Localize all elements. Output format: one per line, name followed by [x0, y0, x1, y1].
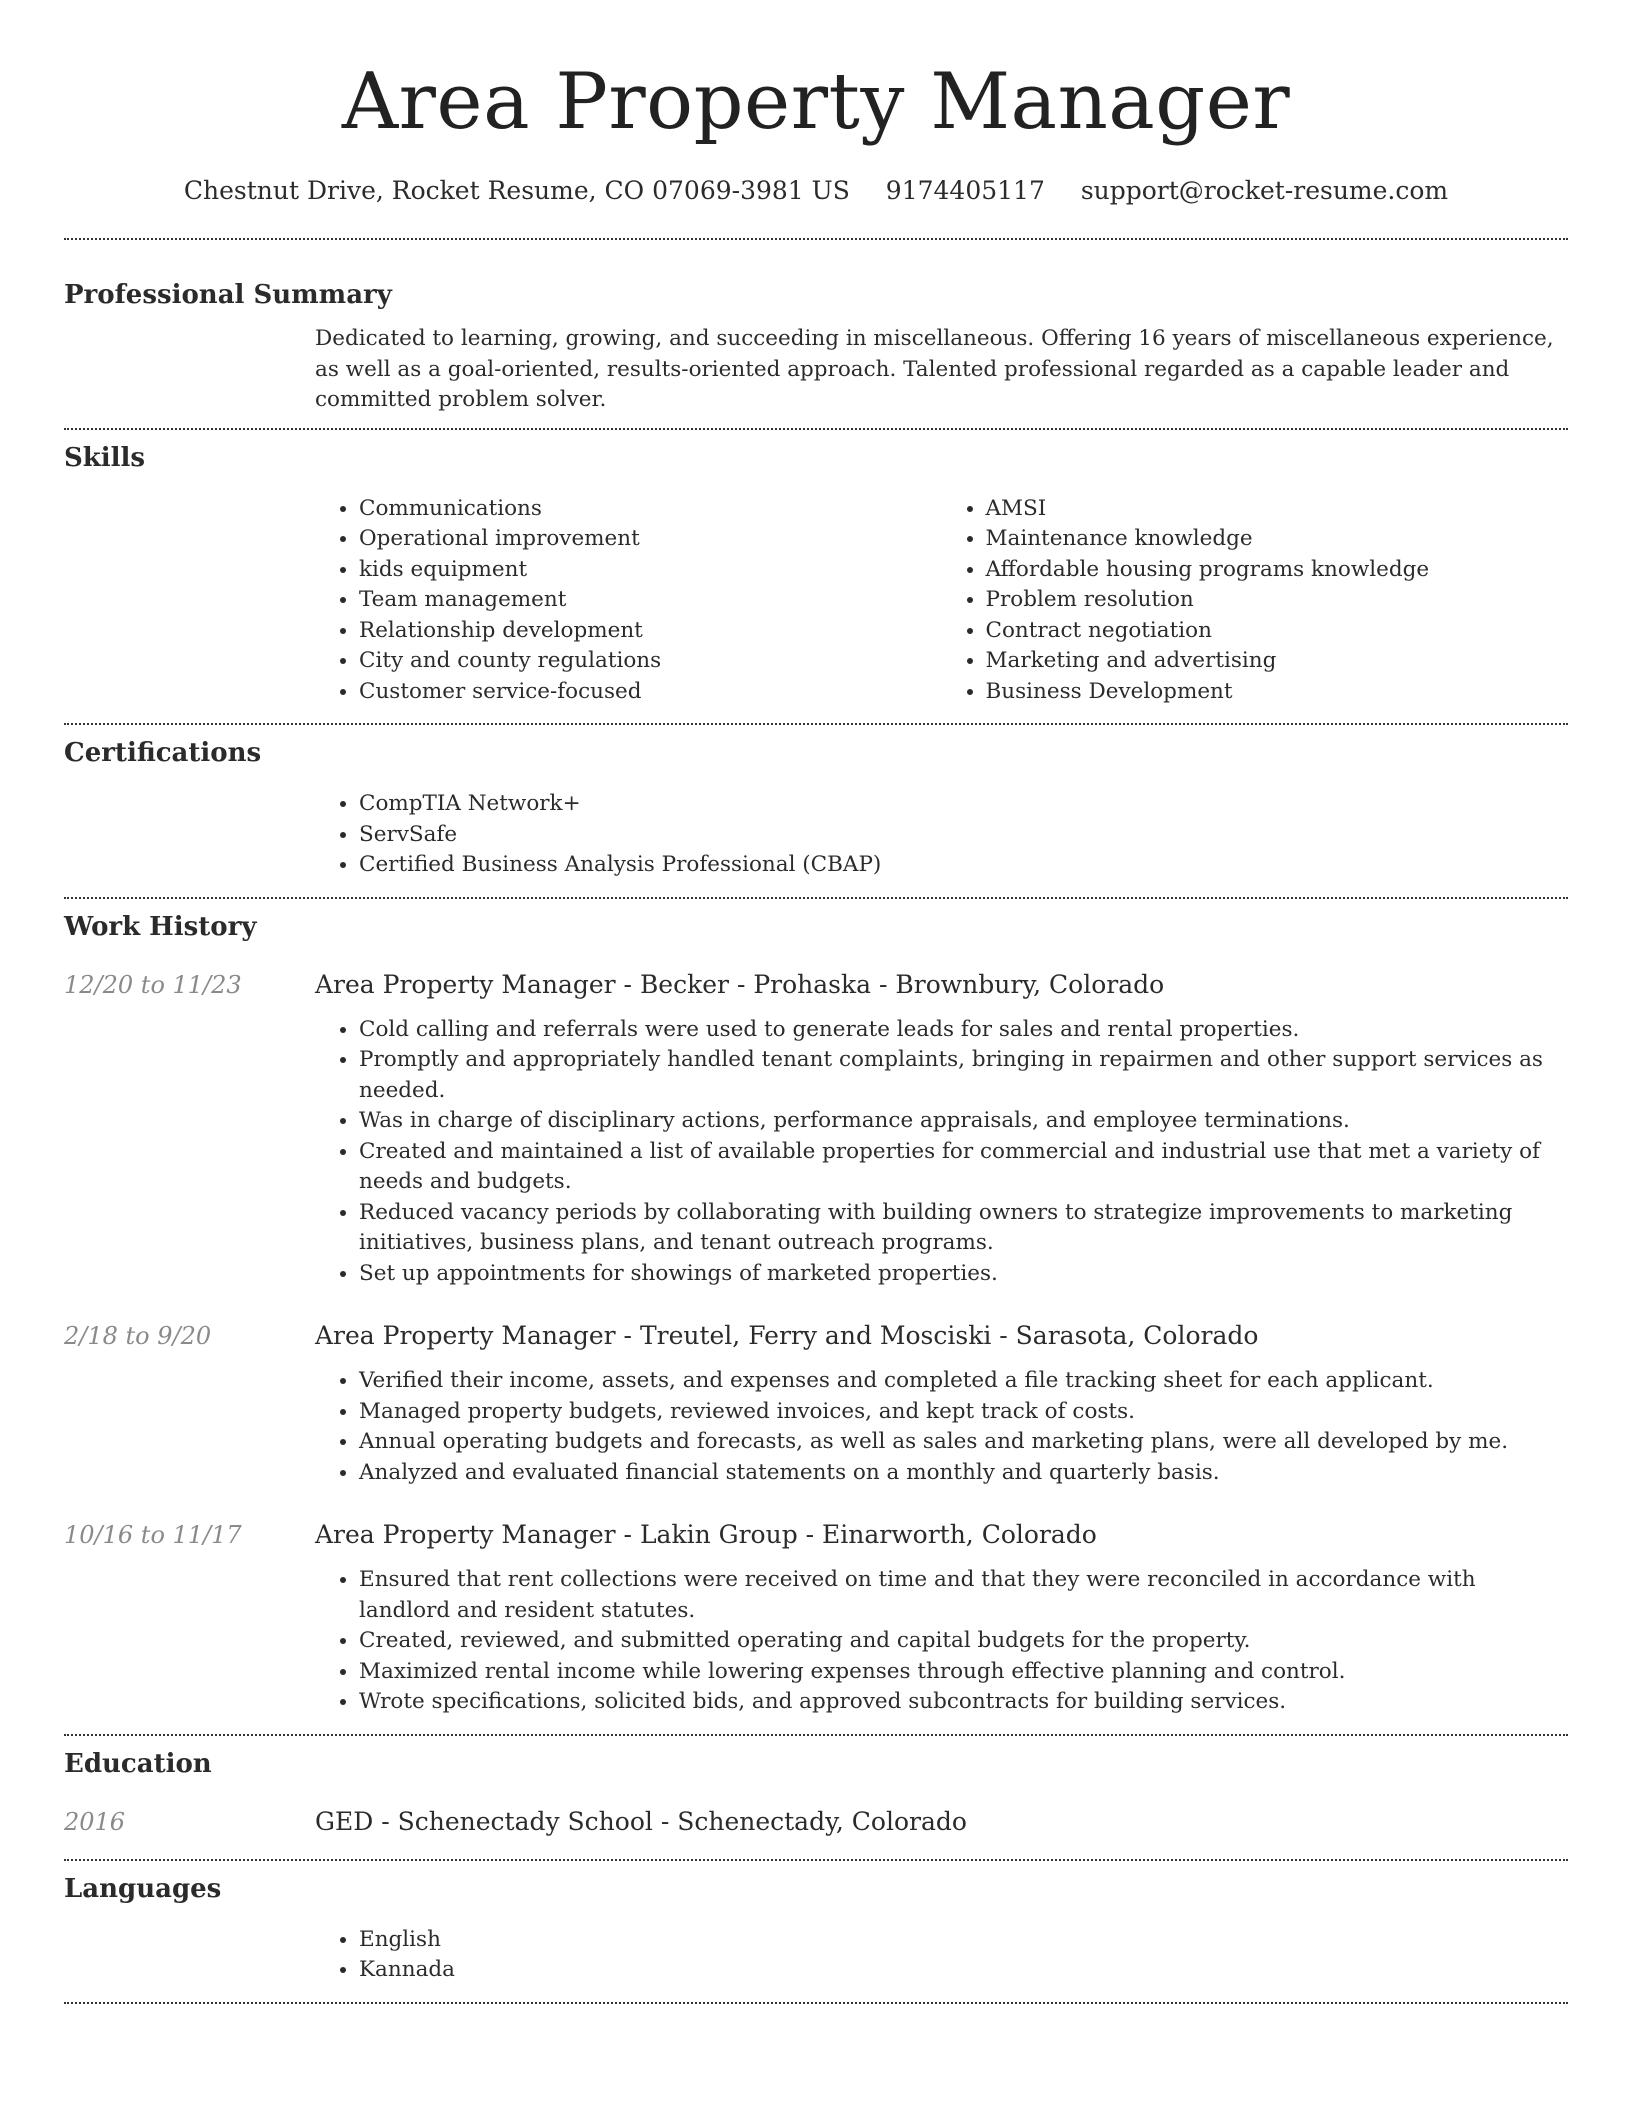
- skill-item: • City and county regulations: [359, 646, 942, 677]
- language-item: • Kannada: [359, 1955, 1568, 1986]
- section-title: Certifications: [64, 738, 262, 768]
- section-title: Work History: [64, 911, 257, 942]
- languages-list: [315, 1925, 1568, 1986]
- summary-content: [315, 324, 1568, 416]
- education-section: [64, 1736, 1568, 1839]
- job-bullet: • Managed property budgets, reviewed invoices, and kept track of costs.: [359, 1397, 1568, 1428]
- job-title: Area Property Manager - Lakin Group - Einarworth, Colorado: [315, 1520, 1097, 1549]
- certifications-section: [64, 725, 1568, 881]
- certification-item: • Certified Business Analysis Professional (CBAP): [359, 850, 1568, 881]
- section-title: Professional Summary: [64, 280, 392, 310]
- job-bullet: • Was in charge of disciplinary actions, performance appraisals, and employee terminations.: [359, 1106, 1568, 1137]
- job-title: Area Property Manager - Treutel, Ferry and Mosciski - Sarasota, Colorado: [315, 1321, 1259, 1350]
- skills-column-left: [315, 494, 942, 708]
- job-entry: [64, 1319, 1568, 1488]
- contact-address: Chestnut Drive, Rocket Resume, CO 07069-3981 US: [183, 176, 850, 205]
- skill-item: • Affordable housing programs knowledge: [986, 555, 1569, 586]
- job-bullet: • Set up appointments for showings of marketed properties.: [359, 1259, 1568, 1290]
- skills-column-right: [942, 494, 1569, 708]
- job-bullet: • Maximized rental income while lowering expenses through effective planning and control.: [359, 1657, 1568, 1688]
- job-dates: 12/20 to 11/23: [64, 970, 242, 999]
- skill-item: • Marketing and advertising: [986, 646, 1569, 677]
- job-title: Area Property Manager - Becker - Prohaska - Brownbury, Colorado: [315, 969, 1165, 999]
- job-bullets: [315, 1565, 1568, 1718]
- job-bullets: [315, 1366, 1568, 1488]
- skill-item: • AMSI: [986, 494, 1569, 525]
- job-dates: 2/18 to 9/20: [64, 1322, 212, 1350]
- section-title: Skills: [64, 442, 146, 473]
- job-entry: [64, 1518, 1568, 1718]
- skill-item: • Contract negotiation: [986, 616, 1569, 647]
- skill-item: • Communications: [359, 494, 942, 525]
- skill-item: • Problem resolution: [986, 585, 1569, 616]
- job-dates: 10/16 to 11/17: [64, 1521, 242, 1549]
- contact-phone: 9174405117: [885, 176, 1045, 205]
- education-entry: [64, 1805, 1568, 1839]
- job-bullets: [315, 1015, 1568, 1290]
- skills-list: [315, 494, 1568, 708]
- certification-item: • CompTIA Network+: [359, 789, 1568, 820]
- job-bullet: • Created and maintained a list of available properties for commercial and industrial use that met a variety of needs and budgets.: [359, 1137, 1568, 1198]
- section-title: Education: [64, 1748, 212, 1779]
- skill-item: • kids equipment: [359, 555, 942, 586]
- skill-item: • Team management: [359, 585, 942, 616]
- job-entry: [64, 968, 1568, 1290]
- job-bullet: • Ensured that rent collections were received on time and that they were reconciled in accordance with landlord and resident statutes.: [359, 1565, 1568, 1626]
- skills-section: [64, 430, 1568, 708]
- education-date: 2016: [64, 1807, 126, 1836]
- summary-section: [64, 240, 1568, 416]
- contact-line: [64, 174, 1568, 208]
- job-bullet: • Reduced vacancy periods by collaborating with building owners to strategize improvements to marketing initiatives, business plans, and tenant outreach programs.: [359, 1198, 1568, 1259]
- job-bullet: • Cold calling and referrals were used to generate leads for sales and rental properties.: [359, 1015, 1568, 1046]
- languages-section: [64, 1861, 1568, 1986]
- job-bullet: • Annual operating budgets and forecasts, as well as sales and marketing plans, were all developed by me.: [359, 1427, 1568, 1458]
- job-bullet: • Created, reviewed, and submitted operating and capital budgets for the property.: [359, 1626, 1568, 1657]
- certification-item: • ServSafe: [359, 820, 1568, 851]
- contact-email: support@rocket-resume.com: [1080, 176, 1449, 205]
- education-title: GED - Schenectady School - Schenectady, Colorado: [315, 1806, 967, 1836]
- job-bullet: • Analyzed and evaluated financial statements on a monthly and quarterly basis.: [359, 1458, 1568, 1489]
- skill-item: • Business Development: [986, 677, 1569, 708]
- section-title: Languages: [64, 1873, 222, 1904]
- language-item: • English: [359, 1925, 1568, 1956]
- section-divider: [64, 2002, 1568, 2004]
- job-bullet: • Promptly and appropriately handled tenant complaints, bringing in repairmen and other support services as needed.: [359, 1045, 1568, 1106]
- certifications-list: [315, 789, 1568, 881]
- summary-text: Dedicated to learning, growing, and succeeding in miscellaneous. Offering 16 years of miscellaneous experience, as well as a goal-oriented, results-oriented approach. Talented professional regarded as a capable leader and committed problem solver.: [315, 326, 1554, 412]
- job-bullet: • Wrote specifications, solicited bids, and approved subcontracts for building services.: [359, 1687, 1568, 1718]
- skill-item: • Operational improvement: [359, 524, 942, 555]
- resume-name: Area Property Manager: [341, 57, 1291, 147]
- work-history-section: [64, 899, 1568, 1718]
- skill-item: • Customer service-focused: [359, 677, 942, 708]
- skill-item: • Maintenance knowledge: [986, 524, 1569, 555]
- job-bullet: • Verified their income, assets, and expenses and completed a file tracking sheet for each applicant.: [359, 1366, 1568, 1397]
- skill-item: • Relationship development: [359, 616, 942, 647]
